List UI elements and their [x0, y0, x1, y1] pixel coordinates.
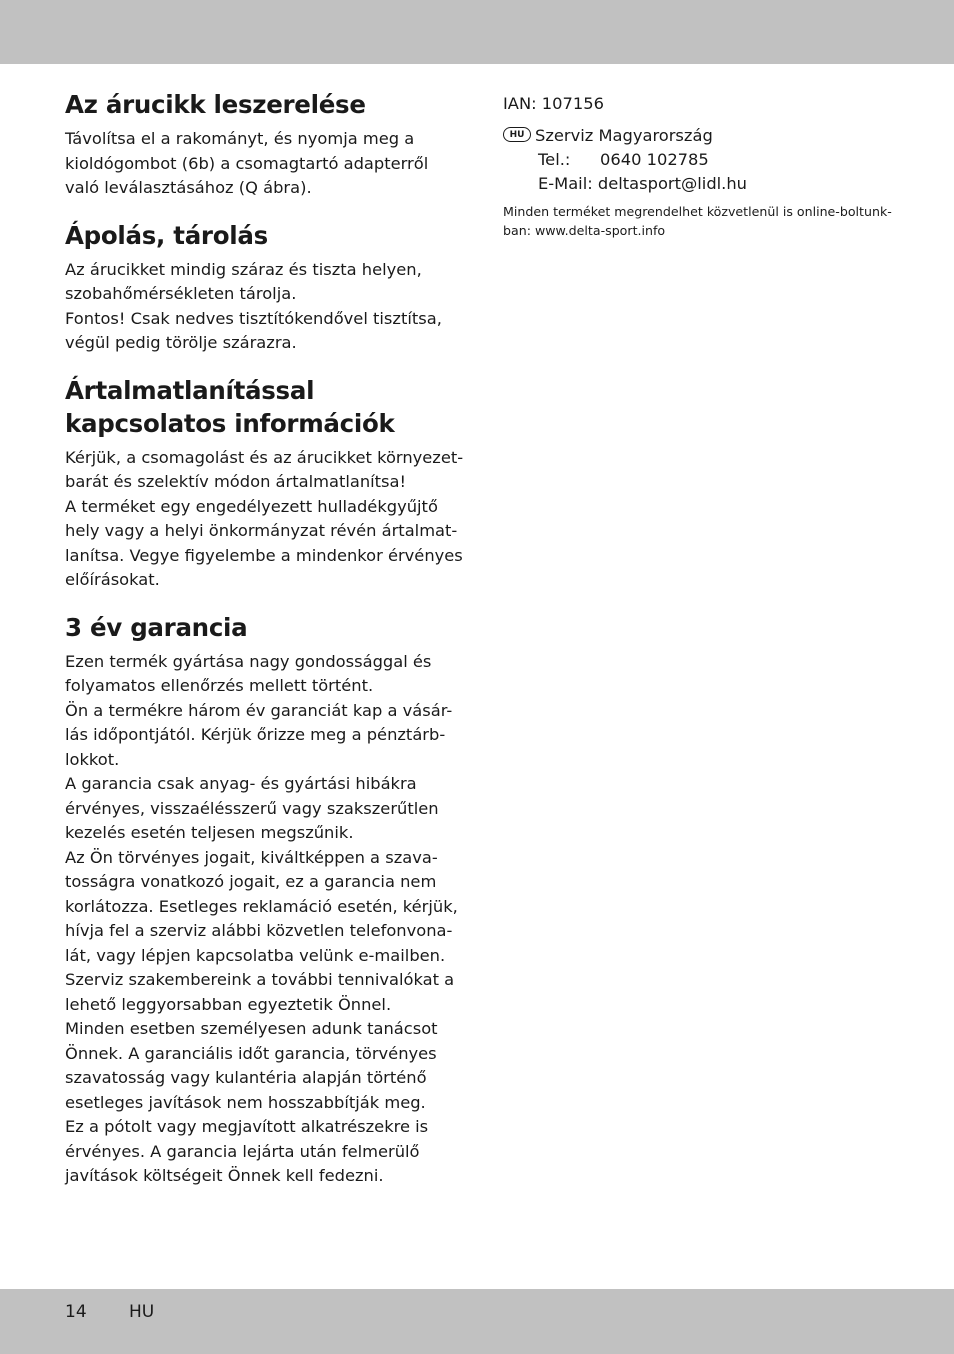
body-line: Kérjük, a csomagolást és az árucikket környezet- [65, 447, 464, 467]
section-body [65, 258, 465, 356]
section-disassembly [65, 88, 465, 201]
body-line: Ön a termékre három év garanciát kap a vásár- [65, 700, 453, 720]
ian-number: IAN: 107156 [503, 94, 604, 113]
body-line: korlátozza. Esetleges reklamáció esetén, kérjük, [65, 896, 458, 916]
heading-line: Ápolás, tárolás [65, 220, 268, 250]
phone-row [538, 148, 903, 172]
note-line: ban: www.delta-sport.info [503, 223, 666, 238]
body-line: lokkot. [65, 749, 120, 769]
section-body [65, 446, 465, 593]
body-line: A terméket egy engedélyezett hulladékgyűjtő [65, 496, 438, 516]
section-disposal [65, 374, 465, 593]
body-line: lehető leggyorsabban egyeztetik Önnel. [65, 994, 392, 1014]
body-line: Távolítsa el a rakományt, és nyomja meg a [65, 129, 415, 148]
body-line: A garancia csak anyag- és gyártási hibákra [65, 774, 417, 793]
body-line: szobahőmérsékleten tárolja. [65, 284, 297, 303]
section-heading [65, 219, 465, 252]
body-line: érvényes. A garancia lejárta után felmerülő [65, 1141, 420, 1161]
section-body [65, 650, 465, 1189]
body-line: Ez a pótolt vagy megjavított alkatrészekre is [65, 1117, 429, 1136]
body-line: szavatosság vagy kulantéria alapján történő [65, 1068, 427, 1087]
section-heading [65, 88, 465, 121]
body-line: Fontos! Csak nedves tisztítókendővel tisztítsa, [65, 308, 442, 328]
body-line: folyamatos ellenőrzés mellett történt. [65, 676, 374, 695]
body-line: végül pedig törölje szárazra. [65, 333, 297, 352]
body-line: Önnek. A garanciális időt garancia, törvényes [65, 1043, 437, 1063]
body-line: Az Ön törvényes jogait, kiváltképpen a szava- [65, 847, 438, 867]
body-line: Szerviz szakembereink a további tennivalókat a [65, 970, 455, 989]
body-line: javítások költségeit Önnek kell fedezni. [65, 1166, 384, 1185]
body-line: érvényes, visszaélésszerű vagy szakszerűtlen [65, 798, 439, 818]
main-column [65, 88, 465, 1207]
body-line: Az árucikket mindig száraz és tiszta helyen, [65, 259, 422, 279]
heading-line: 3 év garancia [65, 612, 248, 642]
body-line: előírásokat. [65, 570, 160, 589]
body-line: való leválasztásához (Q ábra). [65, 178, 312, 197]
heading-line: kapcsolatos információk [65, 408, 395, 438]
body-line: lát, vagy lépjen kapcsolatba velünk e-mailben. [65, 945, 446, 965]
phone-label: Tel.: [538, 150, 571, 169]
section-heading [65, 374, 465, 440]
heading-line: Ártalmatlanítással [65, 375, 315, 405]
body-line: Ezen termék gyártása nagy gondossággal és [65, 651, 432, 671]
section-care-storage [65, 219, 465, 356]
service-details [503, 148, 903, 196]
header-band [0, 0, 954, 64]
body-line: Minden esetben személyesen adunk tanácsot [65, 1019, 438, 1038]
contact-column [503, 92, 903, 240]
heading-line: Az árucikk leszerelése [65, 90, 366, 119]
body-line: kioldógombot (6b) a csomagtartó adapterről [65, 153, 429, 173]
section-warranty [65, 611, 465, 1189]
body-line: lás időpontjától. Kérjük őrizze meg a pénztárb- [65, 725, 446, 744]
body-line: kezelés esetén teljesen megszűnik. [65, 823, 354, 842]
body-line: hívja fel a szerviz alábbi közvetlen telefonvona- [65, 921, 453, 940]
body-line: tosságra vonatkozó jogait, ez a garancia nem [65, 872, 437, 891]
online-shop-note [503, 202, 903, 240]
body-line: barát és szelektív módon ártalmatlanítsa! [65, 472, 407, 491]
phone-number: 0640 102785 [600, 150, 709, 169]
section-body [65, 127, 465, 201]
email-line: E-Mail: deltasport@lidl.hu [538, 174, 747, 193]
country-badge-icon: HU [503, 127, 531, 142]
body-line: hely vagy a helyi önkormányzat révén ártalmat- [65, 521, 458, 540]
language-code: HU [129, 1302, 155, 1322]
page-number: 14 [65, 1302, 87, 1322]
body-line: lanítsa. Vegye figyelembe a mindenkor érvényes [65, 545, 463, 565]
service-row [503, 124, 903, 148]
note-line: Minden terméket megrendelhet közvetlenül is online-boltunk- [503, 204, 892, 219]
service-name: Szerviz Magyarország [535, 126, 713, 145]
section-heading [65, 611, 465, 644]
body-line: esetleges javítások nem hosszabbítják meg. [65, 1092, 426, 1112]
